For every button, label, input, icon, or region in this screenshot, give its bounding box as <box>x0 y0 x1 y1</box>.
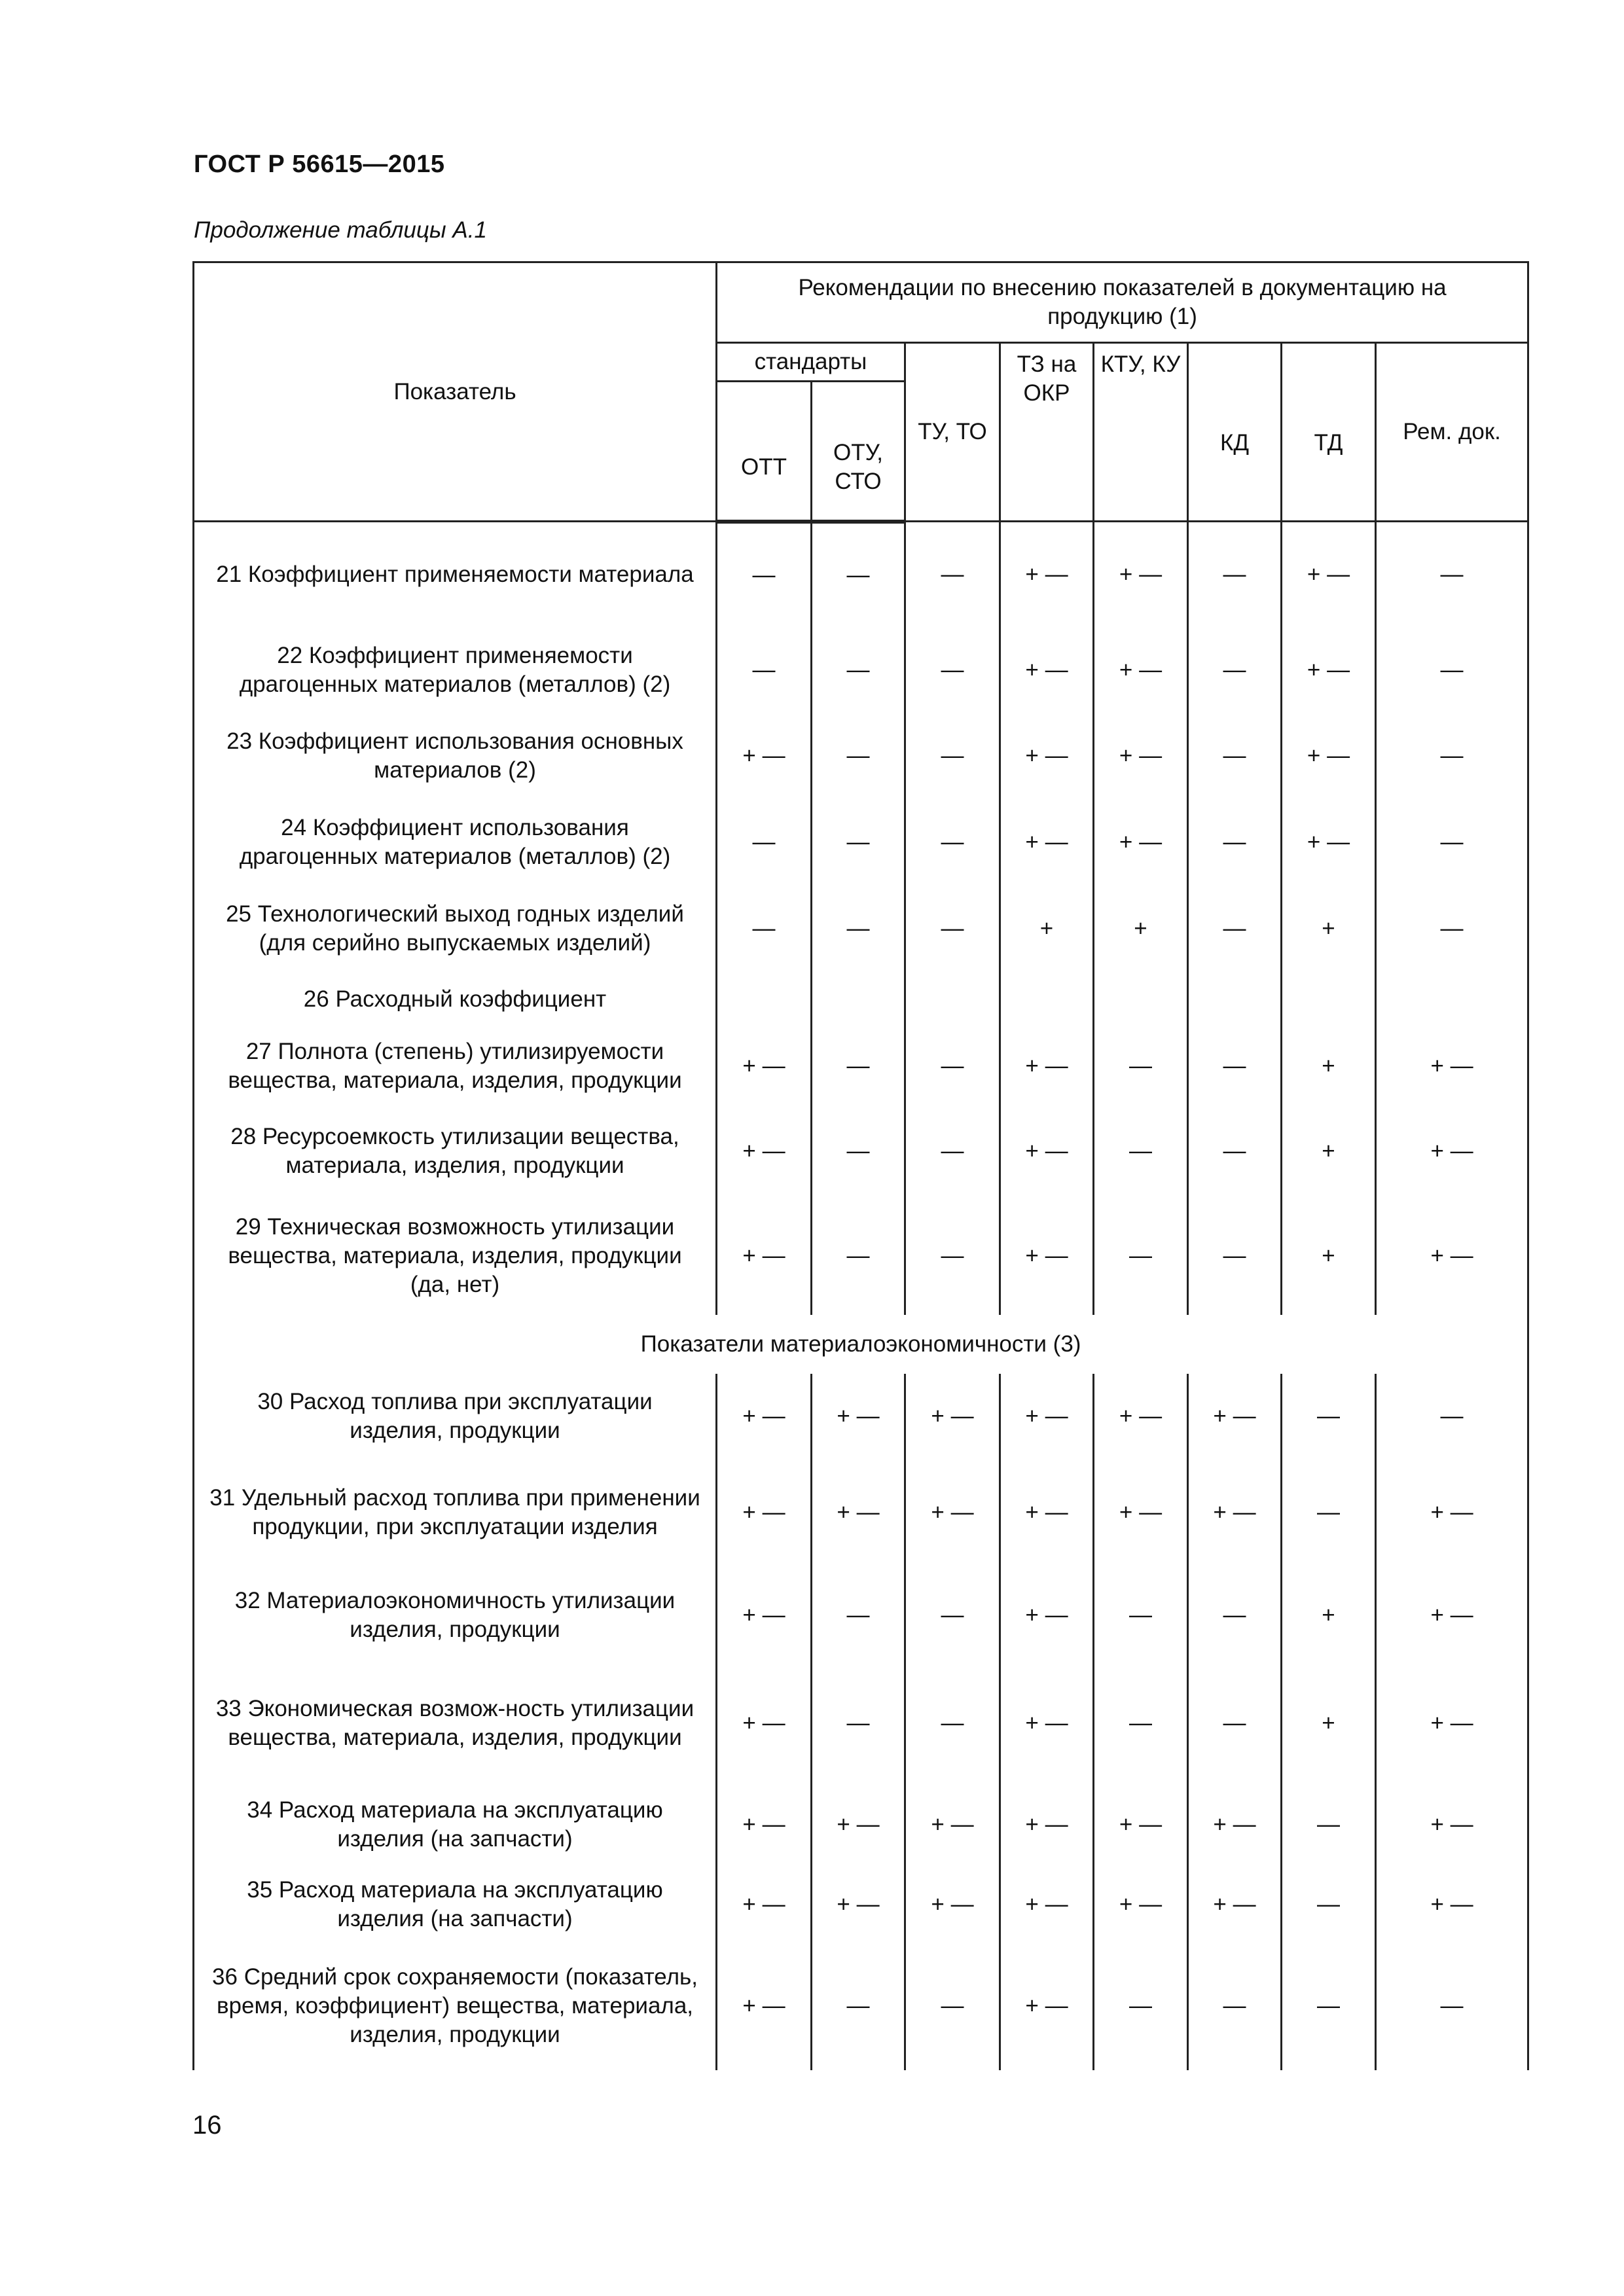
row-name: 36 Средний срок сохраняемости (показатель, время, коэффициент) вещества, материала, изделия, продукции <box>194 1943 717 2070</box>
cell-tz-okr: + — <box>1000 1105 1094 1197</box>
table-row <box>194 1664 1528 1782</box>
cell-ott: + — <box>717 713 812 799</box>
cell-otu-sto: + — <box>812 1374 905 1459</box>
cell-otu-sto: — <box>812 522 905 628</box>
cell-rem-doc: — <box>1376 1374 1528 1459</box>
cell-td: + <box>1282 1197 1376 1315</box>
cell-otu-sto: — <box>812 1566 905 1664</box>
cell-kd: — <box>1188 713 1282 799</box>
table-row <box>194 1105 1528 1197</box>
cell-ktu-ku: + — <box>1094 713 1188 799</box>
cell-tu-to: + — <box>905 1867 1000 1943</box>
section-header-material-economy: Показатели материалоэкономичности (3) <box>194 1315 1528 1374</box>
cell-kd: — <box>1188 1566 1282 1664</box>
table-row <box>194 1782 1528 1867</box>
cell-kd: + — <box>1188 1782 1282 1867</box>
col-header-rem-doc: Рем. док. <box>1376 343 1528 522</box>
cell-kd: + — <box>1188 1459 1282 1566</box>
col-header-otu-sto: ОТУ, СТО <box>812 382 905 522</box>
cell-tz-okr: + — <box>1000 1459 1094 1566</box>
cell-ktu-ku: + — <box>1094 628 1188 713</box>
row-name: 27 Полнота (степень) утилизируемости вещества, материала, изделия, продукции <box>194 1027 717 1105</box>
cell-tz-okr: + <box>1000 886 1094 972</box>
cell-rem-doc: — <box>1376 1943 1528 2070</box>
cell-rem-doc: — <box>1376 522 1528 628</box>
cell-tu-to: + — <box>905 1374 1000 1459</box>
row-name: 31 Удельный расход топлива при применении продукции, при эксплуатации изделия <box>194 1459 717 1566</box>
cell-td: + <box>1282 1566 1376 1664</box>
col-header-ktu-ku: КТУ, КУ <box>1094 343 1188 522</box>
cell-td: + <box>1282 1027 1376 1105</box>
cell-td: + — <box>1282 628 1376 713</box>
cell-ott: + — <box>717 1197 812 1315</box>
cell-tz-okr: + — <box>1000 1782 1094 1867</box>
cell-otu-sto: — <box>812 886 905 972</box>
cell-tu-to: — <box>905 522 1000 628</box>
cell-kd: — <box>1188 628 1282 713</box>
table-row <box>194 1459 1528 1566</box>
row-name: 29 Техническая возможность утилизации вещества, материала, изделия, продукции (да, нет) <box>194 1197 717 1315</box>
cell-td: — <box>1282 1867 1376 1943</box>
section-row <box>194 1315 1528 1374</box>
cell-kd: — <box>1188 1664 1282 1782</box>
cell-tu-to <box>905 972 1000 1027</box>
row-name: 33 Экономическая возмож-ность утилизации вещества, материала, изделия, продукции <box>194 1664 717 1782</box>
col-header-recommendations: Рекомендации по внесению показателей в документацию на продукцию (1) <box>717 262 1528 343</box>
table-row <box>194 1566 1528 1664</box>
table-row <box>194 628 1528 713</box>
table-row <box>194 713 1528 799</box>
table-row <box>194 972 1528 1027</box>
cell-tz-okr: + — <box>1000 1566 1094 1664</box>
table-row <box>194 1374 1528 1459</box>
table-row <box>194 1027 1528 1105</box>
cell-kd: — <box>1188 1105 1282 1197</box>
col-header-kd: КД <box>1188 343 1282 522</box>
cell-otu-sto: — <box>812 1943 905 2070</box>
cell-ktu-ku: + <box>1094 886 1188 972</box>
row-name: 22 Коэффициент применяемости драгоценных материалов (металлов) (2) <box>194 628 717 713</box>
cell-ktu-ku: + — <box>1094 1782 1188 1867</box>
cell-ott: — <box>717 886 812 972</box>
cell-tz-okr: + — <box>1000 1867 1094 1943</box>
cell-kd: — <box>1188 799 1282 886</box>
cell-ktu-ku: + — <box>1094 1459 1188 1566</box>
cell-td: + — <box>1282 799 1376 886</box>
cell-rem-doc: — <box>1376 713 1528 799</box>
cell-ktu-ku: — <box>1094 1197 1188 1315</box>
cell-tu-to: + — <box>905 1782 1000 1867</box>
cell-td: + — <box>1282 713 1376 799</box>
cell-tz-okr: + — <box>1000 713 1094 799</box>
cell-tu-to: — <box>905 886 1000 972</box>
cell-tu-to: — <box>905 1105 1000 1197</box>
cell-tu-to: — <box>905 713 1000 799</box>
cell-kd: — <box>1188 1943 1282 2070</box>
cell-td: + <box>1282 1105 1376 1197</box>
cell-ktu-ku: — <box>1094 1943 1188 2070</box>
cell-ktu-ku: + — <box>1094 1374 1188 1459</box>
cell-ktu-ku: — <box>1094 1105 1188 1197</box>
cell-ott: + — <box>717 1566 812 1664</box>
cell-otu-sto: + — <box>812 1867 905 1943</box>
cell-ott: + — <box>717 1664 812 1782</box>
cell-rem-doc: + — <box>1376 1664 1528 1782</box>
table-row <box>194 1867 1528 1943</box>
page-number: 16 <box>192 2111 222 2140</box>
row-name: 35 Расход материала на эксплуатацию изделия (на запчасти) <box>194 1867 717 1943</box>
row-name: 24 Коэффициент использования драгоценных материалов (металлов) (2) <box>194 799 717 886</box>
cell-ott: + — <box>717 1374 812 1459</box>
cell-ott: + — <box>717 1027 812 1105</box>
cell-tz-okr: + — <box>1000 1374 1094 1459</box>
cell-tu-to: — <box>905 1943 1000 2070</box>
col-header-indicator: Показатель <box>194 262 717 522</box>
cell-otu-sto: — <box>812 713 905 799</box>
cell-ott: + — <box>717 1459 812 1566</box>
cell-ott: + — <box>717 1105 812 1197</box>
cell-tz-okr: + — <box>1000 522 1094 628</box>
cell-rem-doc: + — <box>1376 1027 1528 1105</box>
cell-tz-okr: + — <box>1000 1027 1094 1105</box>
cell-tu-to: — <box>905 1027 1000 1105</box>
cell-ott: + — <box>717 1782 812 1867</box>
col-header-tz-okr: ТЗ на ОКР <box>1000 343 1094 522</box>
cell-tu-to: + — <box>905 1459 1000 1566</box>
cell-otu-sto: — <box>812 628 905 713</box>
cell-ktu-ku: — <box>1094 1664 1188 1782</box>
cell-kd: + — <box>1188 1374 1282 1459</box>
cell-ktu-ku: + — <box>1094 1867 1188 1943</box>
cell-kd: — <box>1188 886 1282 972</box>
cell-td: — <box>1282 1459 1376 1566</box>
cell-td: — <box>1282 1943 1376 2070</box>
row-name: 34 Расход материала на эксплуатацию изделия (на запчасти) <box>194 1782 717 1867</box>
cell-td: + <box>1282 886 1376 972</box>
cell-tu-to: — <box>905 1197 1000 1315</box>
table-row <box>194 522 1528 628</box>
cell-kd: + — <box>1188 1867 1282 1943</box>
cell-tz-okr: + — <box>1000 1943 1094 2070</box>
cell-ott: + — <box>717 1943 812 2070</box>
cell-tu-to: — <box>905 1664 1000 1782</box>
document-code: ГОСТ Р 56615—2015 <box>194 151 445 178</box>
cell-tu-to: — <box>905 628 1000 713</box>
cell-rem-doc: + — <box>1376 1566 1528 1664</box>
cell-ott: — <box>717 799 812 886</box>
row-name: 25 Технологический выход годных изделий (для серийно выпускаемых изделий) <box>194 886 717 972</box>
cell-rem-doc: + — <box>1376 1867 1528 1943</box>
cell-ktu-ku: + — <box>1094 799 1188 886</box>
cell-otu-sto: + — <box>812 1782 905 1867</box>
row-name: 32 Материалоэкономичность утилизации изделия, продукции <box>194 1566 717 1664</box>
row-name: 26 Расходный коэффициент <box>194 972 717 1027</box>
col-header-tu-to: ТУ, ТО <box>905 343 1000 522</box>
cell-rem-doc: — <box>1376 628 1528 713</box>
table-row <box>194 1197 1528 1315</box>
cell-otu-sto: + — <box>812 1459 905 1566</box>
cell-kd: — <box>1188 1197 1282 1315</box>
row-name: 23 Коэффициент использования основных материалов (2) <box>194 713 717 799</box>
cell-rem-doc <box>1376 972 1528 1027</box>
table-continuation-label: Продолжение таблицы А.1 <box>194 217 487 243</box>
table-body <box>194 522 1528 2070</box>
col-header-td: ТД <box>1282 343 1376 522</box>
cell-rem-doc: + — <box>1376 1459 1528 1566</box>
row-name: 28 Ресурсоемкость утилизации вещества, материала, изделия, продукции <box>194 1105 717 1197</box>
recommendations-table <box>192 261 1529 2070</box>
table-row <box>194 799 1528 886</box>
col-header-standards: стандарты <box>717 343 905 382</box>
cell-ktu-ku: — <box>1094 1027 1188 1105</box>
cell-otu-sto: — <box>812 1664 905 1782</box>
cell-tz-okr <box>1000 972 1094 1027</box>
cell-ott: — <box>717 628 812 713</box>
cell-td: + <box>1282 1664 1376 1782</box>
row-name: 30 Расход топлива при эксплуатации изделия, продукции <box>194 1374 717 1459</box>
cell-tz-okr: + — <box>1000 1664 1094 1782</box>
cell-ktu-ku: — <box>1094 1566 1188 1664</box>
table-header <box>194 262 1528 522</box>
cell-rem-doc: — <box>1376 799 1528 886</box>
cell-otu-sto: — <box>812 799 905 886</box>
cell-ktu-ku <box>1094 972 1188 1027</box>
row-name: 21 Коэффициент применяемости материала <box>194 522 717 628</box>
cell-tz-okr: + — <box>1000 628 1094 713</box>
cell-ktu-ku: + — <box>1094 522 1188 628</box>
cell-td: — <box>1282 1782 1376 1867</box>
cell-ott: — <box>717 522 812 628</box>
cell-ott <box>717 972 812 1027</box>
cell-tz-okr: + — <box>1000 1197 1094 1315</box>
cell-tu-to: — <box>905 1566 1000 1664</box>
cell-rem-doc: — <box>1376 886 1528 972</box>
col-header-ott: ОТТ <box>717 382 812 522</box>
cell-td: + — <box>1282 522 1376 628</box>
cell-rem-doc: + — <box>1376 1782 1528 1867</box>
cell-otu-sto: — <box>812 1105 905 1197</box>
cell-td: — <box>1282 1374 1376 1459</box>
cell-otu-sto: — <box>812 1027 905 1105</box>
cell-kd: — <box>1188 522 1282 628</box>
cell-otu-sto <box>812 972 905 1027</box>
cell-tz-okr: + — <box>1000 799 1094 886</box>
cell-otu-sto: — <box>812 1197 905 1315</box>
table-row <box>194 1943 1528 2070</box>
cell-kd: — <box>1188 1027 1282 1105</box>
cell-ott: + — <box>717 1867 812 1943</box>
table-row <box>194 886 1528 972</box>
cell-td <box>1282 972 1376 1027</box>
cell-kd <box>1188 972 1282 1027</box>
cell-rem-doc: + — <box>1376 1105 1528 1197</box>
cell-tu-to: — <box>905 799 1000 886</box>
cell-rem-doc: + — <box>1376 1197 1528 1315</box>
